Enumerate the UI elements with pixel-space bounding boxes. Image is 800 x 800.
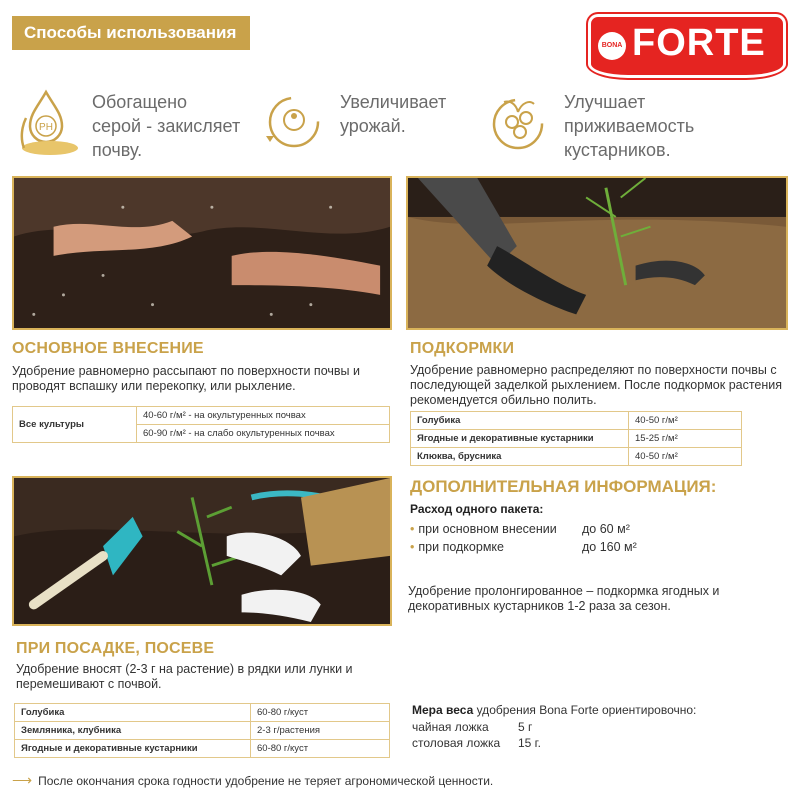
table-row xyxy=(411,412,742,430)
measure-value: 15 г. xyxy=(518,736,541,750)
rate-cell: 60-90 г/м² - на слабо окультуренных почвах xyxy=(137,425,390,443)
extra-info-title: ДОПОЛНИТЕЛЬНАЯ ИНФОРМАЦИЯ: xyxy=(410,477,717,496)
usage-value: до 160 м² xyxy=(582,540,637,554)
usage-label: при подкормке xyxy=(418,540,504,554)
planting-seedling-photo xyxy=(12,476,392,626)
crop-cell: Ягодные и декоративные кустарники xyxy=(15,740,251,758)
top-dressing-text: Удобрение равномерно распределяют по поверхности почвы с последующей заделкой рыхлением. После подкормок растения рекомендуется обильно полить. xyxy=(410,363,783,407)
usage-value: до 60 м² xyxy=(582,522,630,536)
table-row xyxy=(411,430,742,448)
benefit-text: Увеличивает урожай. xyxy=(340,92,447,136)
measure-bold: Мера веса xyxy=(412,703,474,717)
usage-label: при основном внесении xyxy=(418,522,557,536)
top-dressing-title: ПОДКОРМКИ xyxy=(410,340,515,357)
table-row xyxy=(13,407,390,425)
benefit-harvest xyxy=(264,86,464,166)
benefit-text: Улучшает приживаемость кустарников. xyxy=(564,92,695,160)
main-application-table xyxy=(12,406,390,443)
prolonged-text: Удобрение пролонгированное – подкормка ягодных и декоративных кустарников 1-2 раза за сезон. xyxy=(408,584,720,613)
rate-cell: 15-25 г/м² xyxy=(629,430,742,448)
list-item xyxy=(412,720,533,734)
measure-label: столовая ложка xyxy=(412,736,501,750)
crop-cell: Голубика xyxy=(15,704,251,722)
crop-cell: Голубика xyxy=(411,412,629,430)
planting-title: ПРИ ПОСАДКЕ, ПОСЕВЕ xyxy=(16,640,215,657)
benefit-sulfur xyxy=(16,86,256,166)
ph-drop-icon xyxy=(16,86,84,162)
list-item: • при основном внесении до 60 м² xyxy=(410,522,630,536)
soil-hands-photo xyxy=(12,176,392,330)
brand-main: FORTE xyxy=(632,22,766,64)
footer-text: После окончания срока годности удобрение не теряет агрономической ценности. xyxy=(38,774,494,788)
planting-table xyxy=(14,703,390,758)
table-row xyxy=(411,448,742,466)
table-row xyxy=(15,704,390,722)
measure-rest: удобрения Bona Forte ориентировочно: xyxy=(473,703,697,717)
crop-cell: Клюква, брусника xyxy=(411,448,629,466)
harvest-icon xyxy=(264,86,332,162)
footer-note xyxy=(12,772,493,789)
measure-value: 5 г xyxy=(518,720,533,734)
rate-cell: 2-3 г/растения xyxy=(251,722,390,740)
crop-cell: Земляника, клубника xyxy=(15,722,251,740)
brand-logo xyxy=(588,14,786,78)
rate-cell: 40-50 г/м² xyxy=(629,412,742,430)
benefit-text: Обогащено серой - закисляет почву. xyxy=(92,92,241,160)
rate-cell: 60-80 г/куст xyxy=(251,704,390,722)
rate-cell: 60-80 г/куст xyxy=(251,740,390,758)
rate-cell: 40-50 г/м² xyxy=(629,448,742,466)
table-row xyxy=(15,722,390,740)
arrow-right-icon: ⟶ xyxy=(12,772,33,788)
shrub-icon xyxy=(488,86,556,162)
measure-heading xyxy=(412,703,696,717)
list-item xyxy=(412,736,541,750)
main-application-title: ОСНОВНОЕ ВНЕСЕНИЕ xyxy=(12,340,204,357)
main-application-text: Удобрение равномерно рассыпают по поверхности почвы и проводят вспашку или перекопку, или рыхление. xyxy=(12,364,360,393)
crop-cell: Все культуры xyxy=(13,407,137,443)
svg-text:PH: PH xyxy=(39,122,53,133)
top-dressing-table xyxy=(410,411,742,466)
planting-gloves-photo xyxy=(406,176,788,330)
measure-label: чайная ложка xyxy=(412,720,489,734)
planting-text: Удобрение вносят (2-3 г на растение) в рядки или лунки и перемешивают с почвой. xyxy=(16,662,353,691)
section-banner: Способы использования xyxy=(12,16,250,50)
benefit-shrubs xyxy=(488,86,728,166)
brand-small: BONA xyxy=(598,32,626,60)
extra-info-subtitle: Расход одного пакета: xyxy=(410,502,544,516)
rate-cell: 40-60 г/м² - на окультуренных почвах xyxy=(137,407,390,425)
crop-cell: Ягодные и декоративные кустарники xyxy=(411,430,629,448)
list-item: • при подкормке до 160 м² xyxy=(410,540,637,554)
table-row xyxy=(15,740,390,758)
